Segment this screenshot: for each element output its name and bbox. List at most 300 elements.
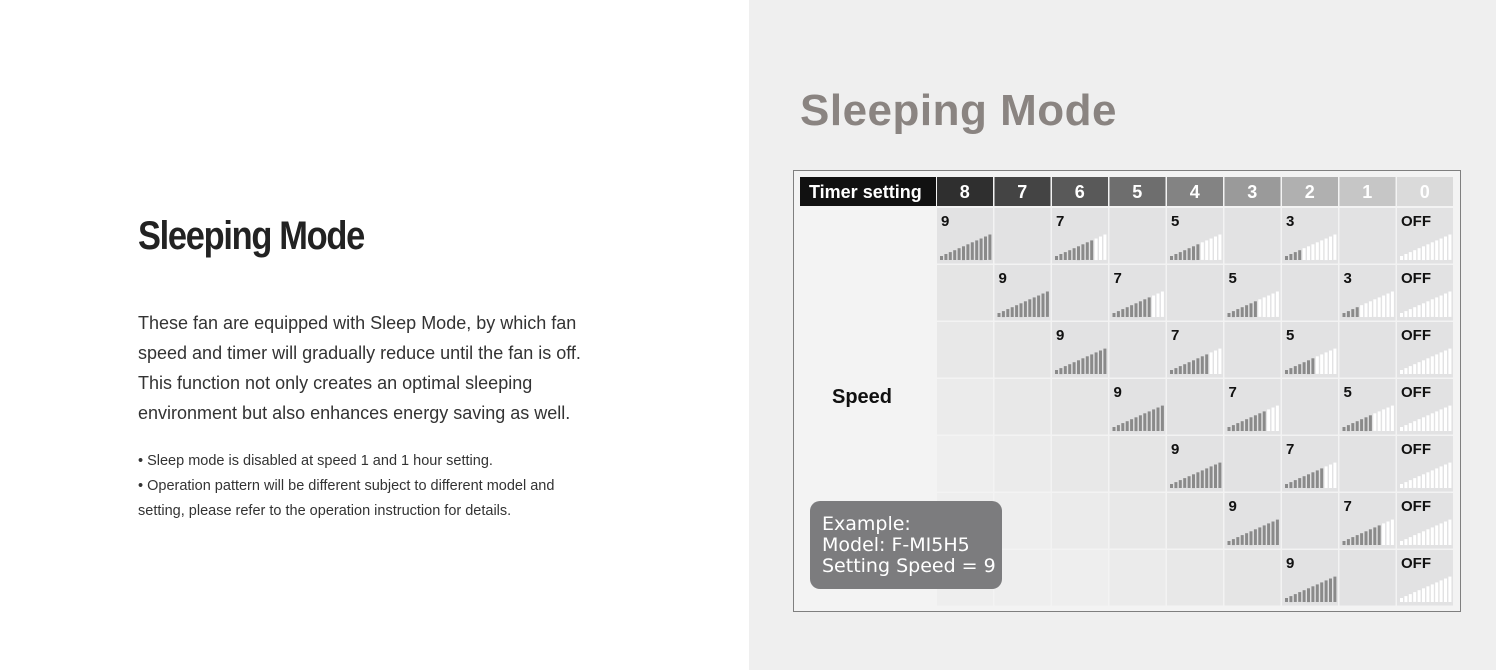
- speed-bar: [1285, 370, 1288, 374]
- speed-value: 9: [1286, 555, 1295, 572]
- speed-bar: [1418, 362, 1421, 374]
- speed-bar: [998, 313, 1001, 317]
- speed-bar: [1241, 307, 1244, 317]
- speed-bar: [1117, 311, 1120, 317]
- speed-cell: [937, 265, 993, 321]
- speed-bar: [1174, 254, 1177, 260]
- speed-bar: [1081, 244, 1084, 260]
- speed-bar: [953, 250, 956, 260]
- speed-value: 9: [1056, 327, 1065, 344]
- speed-bar: [984, 237, 987, 261]
- speed-bar: [1422, 246, 1425, 260]
- speed-bar: [1192, 360, 1195, 374]
- speed-bar: [944, 254, 947, 260]
- speed-bar: [1413, 364, 1416, 374]
- speed-bar: [1245, 305, 1248, 317]
- speed-cell: [1110, 322, 1166, 378]
- speed-bar: [1006, 309, 1009, 317]
- speed-bar: [1289, 254, 1292, 260]
- speed-bar: [1188, 362, 1191, 374]
- speed-bar: [1285, 484, 1288, 488]
- speed-bar: [1232, 539, 1235, 545]
- speed-bar: [1426, 301, 1429, 317]
- speed-bar: [1095, 352, 1098, 374]
- header-label: Timer setting: [809, 182, 922, 202]
- speed-value: OFF: [1401, 327, 1431, 344]
- speed-bar: [1400, 370, 1403, 374]
- speed-bar: [1440, 523, 1443, 545]
- speed-bar: [1448, 406, 1451, 431]
- speed-bar: [1409, 594, 1412, 602]
- speed-bar: [1448, 349, 1451, 374]
- note-item: • Sleep mode is disabled at speed 1 and 1 hour setting.: [138, 453, 493, 469]
- speed-bar: [1294, 480, 1297, 488]
- speed-bar: [1320, 582, 1323, 602]
- speed-bar: [1086, 242, 1089, 260]
- speed-bar: [1444, 579, 1447, 603]
- speed-bar: [1143, 413, 1146, 431]
- speed-bar: [1391, 292, 1394, 317]
- speed-bar: [1113, 427, 1116, 431]
- speed-bar: [1435, 411, 1438, 431]
- speed-bar: [1099, 237, 1102, 261]
- speed-value: 5: [1228, 270, 1237, 287]
- speed-bar: [1440, 580, 1443, 602]
- speed-value: 3: [1286, 213, 1295, 230]
- speed-bar: [1400, 598, 1403, 602]
- speed-bar: [1413, 478, 1416, 488]
- speed-bar: [1294, 366, 1297, 374]
- speed-bar: [1440, 352, 1443, 374]
- speed-bar: [1192, 246, 1195, 260]
- speed-value: 9: [998, 270, 1007, 287]
- speed-bar: [1418, 476, 1421, 488]
- speed-bar: [1046, 292, 1049, 317]
- speed-bar: [1303, 476, 1306, 488]
- speed-bar: [1174, 482, 1177, 488]
- speed-bar: [1148, 411, 1151, 431]
- speed-bar: [1241, 535, 1244, 545]
- speed-bar: [1426, 244, 1429, 260]
- image-title: Sleeping Mode: [800, 86, 1117, 135]
- speed-bar: [1179, 252, 1182, 260]
- speed-bar: [1431, 584, 1434, 602]
- speed-bar: [1258, 527, 1261, 545]
- speed-bar: [1192, 474, 1195, 488]
- speed-bar: [949, 252, 952, 260]
- speed-bar: [1418, 533, 1421, 545]
- speed-bar: [1343, 427, 1346, 431]
- speed-bar: [1307, 474, 1310, 488]
- speed-bar: [1174, 368, 1177, 374]
- speed-bar: [1258, 299, 1261, 317]
- speed-bar: [1139, 301, 1142, 317]
- speed-bar: [1316, 242, 1319, 260]
- speed-bar: [1360, 305, 1363, 317]
- speed-bar: [1068, 364, 1071, 374]
- speed-cell: [937, 322, 993, 378]
- speed-bar: [988, 235, 991, 260]
- speed-bar: [980, 239, 983, 261]
- speed-bar: [1228, 541, 1231, 545]
- speed-value: 3: [1343, 270, 1352, 287]
- speed-bar: [1170, 370, 1173, 374]
- speed-bar: [1059, 368, 1062, 374]
- speed-bar: [1440, 239, 1443, 261]
- speed-bar: [1267, 523, 1270, 545]
- speed-bar: [1333, 349, 1336, 374]
- speed-bar: [1356, 307, 1359, 317]
- speed-bar: [1157, 294, 1160, 318]
- speed-bar: [1329, 351, 1332, 375]
- speed-bar: [1329, 579, 1332, 603]
- speed-bar: [1387, 522, 1390, 546]
- speed-bar: [1143, 299, 1146, 317]
- speed-bar: [1139, 415, 1142, 431]
- speed-bar: [1073, 248, 1076, 260]
- speed-bar: [1311, 244, 1314, 260]
- speed-bar: [1218, 349, 1221, 374]
- speed-bar: [1254, 415, 1257, 431]
- speed-bar: [1068, 250, 1071, 260]
- speed-bar: [1095, 239, 1098, 261]
- speed-bar: [1263, 297, 1266, 317]
- speed-bar: [1435, 525, 1438, 545]
- speed-bar: [1400, 256, 1403, 260]
- speed-bar: [1369, 415, 1372, 431]
- speed-bar: [1404, 425, 1407, 431]
- speed-bar: [1015, 305, 1018, 317]
- speed-bar: [1289, 482, 1292, 488]
- description-text: These fan are equipped with Sleep Mode, by which fan speed and timer will gradually reduce until the fan is off. This function not only creates an optimal sleeping environment but also enhances energy saving as well.: [138, 313, 581, 423]
- speed-cell: [1282, 265, 1338, 321]
- speed-bar: [1422, 474, 1425, 488]
- speed-bar: [1387, 294, 1390, 318]
- speed-bar: [1135, 303, 1138, 317]
- speed-bar: [1103, 349, 1106, 374]
- speed-cell: [1167, 550, 1223, 606]
- speed-bar: [1418, 248, 1421, 260]
- speed-bar: [1400, 427, 1403, 431]
- speed-bar: [1435, 354, 1438, 374]
- speed-bar: [1320, 468, 1323, 488]
- speed-bar: [1210, 466, 1213, 488]
- note-item: • Operation pattern will be different subject to different model and setting, please refer to the operation instruction for details.: [138, 478, 555, 519]
- speed-bar: [1161, 406, 1164, 431]
- speed-bar: [1196, 472, 1199, 488]
- speed-value: 5: [1286, 327, 1295, 344]
- speed-bar: [1409, 537, 1412, 545]
- speed-cell: [1282, 379, 1338, 435]
- speed-value: 9: [1228, 498, 1237, 515]
- speed-bar: [1183, 478, 1186, 488]
- speed-bar: [1157, 408, 1160, 432]
- speed-bar: [1431, 413, 1434, 431]
- speed-bar: [1444, 522, 1447, 546]
- speed-bar: [1267, 296, 1270, 318]
- speed-bar: [1250, 531, 1253, 545]
- speed-bar: [1400, 313, 1403, 317]
- speed-bar: [966, 244, 969, 260]
- speed-bar: [1343, 313, 1346, 317]
- speed-bar: [1276, 292, 1279, 317]
- speed-bar: [1413, 592, 1416, 602]
- speed-bar: [1325, 466, 1328, 488]
- speed-value: 7: [1286, 441, 1295, 458]
- speed-bar: [1170, 256, 1173, 260]
- speed-value: OFF: [1401, 441, 1431, 458]
- speed-bar: [1426, 472, 1429, 488]
- speed-cell: [1340, 550, 1396, 606]
- speed-bar: [1400, 484, 1403, 488]
- speed-bar: [1090, 240, 1093, 260]
- speed-bar: [1373, 413, 1376, 431]
- timer-header-label: 2: [1304, 182, 1315, 202]
- timer-header-label: 4: [1189, 182, 1200, 202]
- speed-cell: [1110, 493, 1166, 549]
- speed-value: 9: [1113, 384, 1122, 401]
- speed-bar: [1210, 352, 1213, 374]
- speed-bar: [1236, 309, 1239, 317]
- timer-header-label: 5: [1132, 182, 1143, 202]
- speed-bar: [1391, 520, 1394, 545]
- speed-bar: [1378, 525, 1381, 545]
- speed-bar: [1214, 237, 1217, 261]
- speed-value: OFF: [1401, 270, 1431, 287]
- speed-bar: [1033, 297, 1036, 317]
- speed-cell: [1225, 436, 1281, 492]
- speed-bar: [1236, 537, 1239, 545]
- speed-bar: [1276, 406, 1279, 431]
- speed-row-label: Speed: [832, 386, 893, 408]
- speed-bar: [1135, 417, 1138, 431]
- speed-bar: [1444, 237, 1447, 261]
- speed-cell: [1052, 265, 1108, 321]
- speed-cell: [1110, 208, 1166, 264]
- speed-bar: [1214, 351, 1217, 375]
- speed-bar: [1351, 537, 1354, 545]
- speed-bar: [1311, 358, 1314, 374]
- speed-bar: [1303, 362, 1306, 374]
- speed-bar: [1316, 584, 1319, 602]
- speed-bar: [1431, 242, 1434, 260]
- speed-bar: [1210, 239, 1213, 261]
- speed-bar: [1387, 408, 1390, 432]
- speed-bar: [1329, 465, 1332, 489]
- speed-bar: [1201, 470, 1204, 488]
- speed-bar: [1081, 358, 1084, 374]
- speed-value: OFF: [1401, 498, 1431, 515]
- speed-bar: [962, 246, 965, 260]
- speed-bar: [1325, 352, 1328, 374]
- speed-bar: [1409, 423, 1412, 431]
- speed-bar: [1307, 246, 1310, 260]
- speed-bar: [1117, 425, 1120, 431]
- speed-bar: [1298, 592, 1301, 602]
- speed-bar: [1077, 246, 1080, 260]
- speed-bar: [1232, 425, 1235, 431]
- speed-bar: [1400, 541, 1403, 545]
- speed-bar: [1303, 590, 1306, 602]
- speed-bar: [1272, 294, 1275, 318]
- speed-bar: [1333, 235, 1336, 260]
- speed-bar: [1126, 307, 1129, 317]
- speed-bar: [1042, 294, 1045, 318]
- speed-cell: [1340, 208, 1396, 264]
- speed-bar: [1228, 427, 1231, 431]
- speed-bar: [1360, 533, 1363, 545]
- speed-bar: [1303, 248, 1306, 260]
- speed-bar: [1382, 523, 1385, 545]
- speed-bar: [1404, 596, 1407, 602]
- speed-bar: [1444, 465, 1447, 489]
- speed-bar: [1188, 476, 1191, 488]
- speed-bar: [1064, 366, 1067, 374]
- speed-bar: [1276, 520, 1279, 545]
- speed-bar: [1431, 527, 1434, 545]
- speed-cell: [995, 322, 1051, 378]
- speed-value: 7: [1228, 384, 1237, 401]
- speed-bar: [1351, 423, 1354, 431]
- speed-bar: [1444, 408, 1447, 432]
- speed-bar: [1130, 419, 1133, 431]
- speed-bar: [1369, 301, 1372, 317]
- example-speed: Setting Speed = 9: [822, 555, 996, 577]
- speed-bar: [1404, 311, 1407, 317]
- speed-bar: [1316, 356, 1319, 374]
- speed-cell: [995, 436, 1051, 492]
- speed-bar: [1422, 303, 1425, 317]
- speed-bar: [1161, 292, 1164, 317]
- speed-bar: [1435, 240, 1438, 260]
- speed-bar: [1356, 535, 1359, 545]
- speed-bar: [1426, 358, 1429, 374]
- speed-cell: [1110, 436, 1166, 492]
- speed-bar: [1020, 303, 1023, 317]
- speed-bar: [1440, 466, 1443, 488]
- speed-bar: [1409, 480, 1412, 488]
- speed-cell: [1340, 436, 1396, 492]
- speed-value: OFF: [1401, 213, 1431, 230]
- speed-bar: [1347, 311, 1350, 317]
- speed-bar: [1258, 413, 1261, 431]
- speed-bar: [1170, 484, 1173, 488]
- speed-bar: [1409, 252, 1412, 260]
- speed-bar: [940, 256, 943, 260]
- speed-bar: [1121, 423, 1124, 431]
- speed-bar: [1263, 525, 1266, 545]
- speed-bar: [1448, 292, 1451, 317]
- speed-cell: [995, 208, 1051, 264]
- speed-cell: [1225, 550, 1281, 606]
- speed-bar: [1285, 598, 1288, 602]
- speed-bar: [1183, 364, 1186, 374]
- speed-cell: [1225, 208, 1281, 264]
- speed-bar: [1298, 478, 1301, 488]
- speed-cell: [1225, 322, 1281, 378]
- speed-bar: [1382, 409, 1385, 431]
- example-box: [810, 501, 1002, 589]
- speed-bar: [958, 248, 961, 260]
- speed-bar: [1333, 577, 1336, 602]
- speed-bar: [1289, 596, 1292, 602]
- speed-bar: [1024, 301, 1027, 317]
- speed-bar: [1055, 370, 1058, 374]
- speed-bar: [1448, 577, 1451, 602]
- speed-bar: [1232, 311, 1235, 317]
- speed-bar: [1289, 368, 1292, 374]
- speed-bar: [1263, 411, 1266, 431]
- speed-bar: [1316, 470, 1319, 488]
- speed-bar: [971, 242, 974, 260]
- speed-bar: [1272, 408, 1275, 432]
- timer-header-label: 0: [1419, 182, 1430, 202]
- speed-bar: [1011, 307, 1014, 317]
- speed-bar: [1205, 240, 1208, 260]
- speed-bar: [1373, 527, 1376, 545]
- speed-bar: [1426, 415, 1429, 431]
- speed-bar: [1422, 531, 1425, 545]
- speed-bar: [1218, 235, 1221, 260]
- speed-bar: [1055, 256, 1058, 260]
- speed-cell: [1052, 550, 1108, 606]
- page-title: Sleeping Mode: [138, 214, 364, 258]
- speed-bar: [1382, 296, 1385, 318]
- speed-bar: [1028, 299, 1031, 317]
- speed-bar: [1320, 354, 1323, 374]
- speed-bar: [1179, 366, 1182, 374]
- speed-bar: [1311, 472, 1314, 488]
- speed-bar: [1214, 465, 1217, 489]
- speed-bar: [1285, 256, 1288, 260]
- speed-bar: [1369, 529, 1372, 545]
- speed-bar: [1347, 539, 1350, 545]
- speed-cell: [1110, 550, 1166, 606]
- speed-bar: [1148, 297, 1151, 317]
- speed-value: 5: [1171, 213, 1180, 230]
- speed-bar: [1086, 356, 1089, 374]
- speed-bar: [1298, 250, 1301, 260]
- speed-bar: [1037, 296, 1040, 318]
- speed-bar: [1250, 303, 1253, 317]
- speed-cell: [1052, 379, 1108, 435]
- speed-bar: [1444, 294, 1447, 318]
- speed-bar: [1448, 520, 1451, 545]
- speed-bar: [1179, 480, 1182, 488]
- speed-bar: [1152, 296, 1155, 318]
- speed-bar: [1241, 421, 1244, 431]
- speed-bar: [1245, 533, 1248, 545]
- speed-bar: [1418, 305, 1421, 317]
- speed-bar: [1435, 297, 1438, 317]
- timer-header-label: 1: [1362, 182, 1373, 202]
- speed-bar: [1201, 356, 1204, 374]
- speed-bar: [1404, 539, 1407, 545]
- speed-bar: [1413, 307, 1416, 317]
- speed-bar: [1360, 419, 1363, 431]
- speed-bar: [1422, 360, 1425, 374]
- example-model: Model: F-MI5H5: [822, 534, 970, 556]
- speed-bar: [1413, 250, 1416, 260]
- speed-bar: [1329, 237, 1332, 261]
- timer-header-label: 6: [1074, 182, 1085, 202]
- speed-bar: [1431, 356, 1434, 374]
- speed-cell: [937, 436, 993, 492]
- speed-bar: [1188, 248, 1191, 260]
- timer-header-label: 8: [959, 182, 970, 202]
- speed-bar: [1391, 406, 1394, 431]
- speed-cell: [995, 493, 1051, 549]
